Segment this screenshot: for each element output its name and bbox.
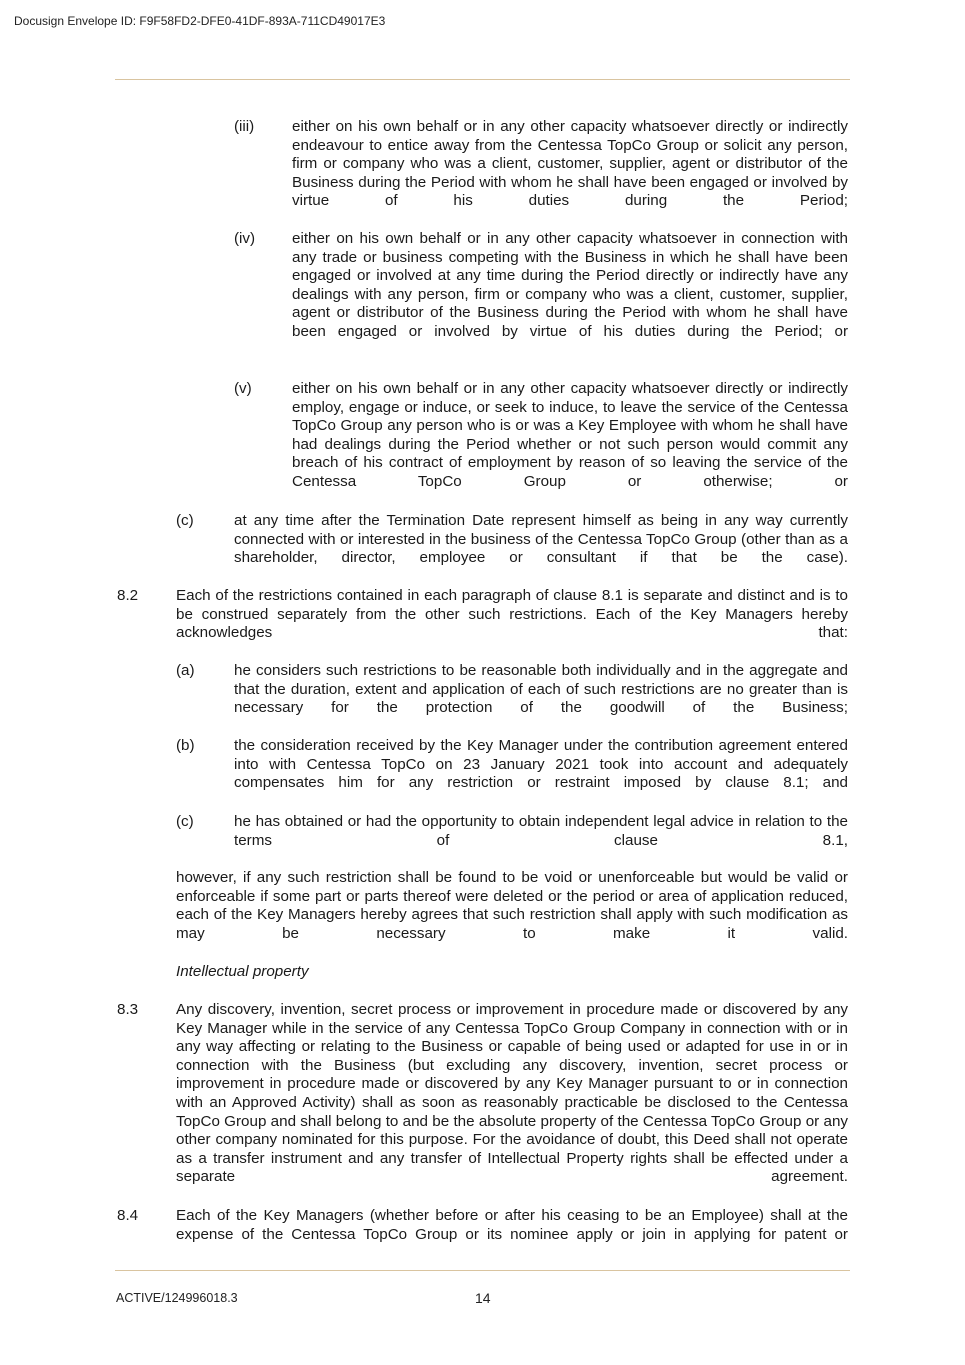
clause-number: 8.4 [117, 1207, 139, 1224]
page-number: 14 [475, 1290, 491, 1306]
clause-number: (c) [176, 512, 194, 529]
clause-text: Each of the restrictions contained in each paragraph of clause 8.1 is separate and distinct and is to be construed separately from the other such restrictions. Each of the Key Managers hereby acknowledges that: [176, 587, 848, 642]
clause-number: 8.2 [117, 587, 139, 604]
clause-8-2-proviso: however, if any such restriction shall be found to be void or unenforceable but would be valid or enforceable if some part or parts thereof were deleted or the period or area of application reduced, each of the Key Managers hereby agrees that such restriction shall apply with such modification as may be necessary to make it valid. [176, 869, 848, 942]
clause-number: 8.3 [117, 1001, 139, 1018]
clause-number: (b) [176, 737, 195, 754]
clause-number: (v) [234, 380, 252, 397]
clause-number: (a) [176, 662, 195, 679]
clause-number: (iv) [234, 230, 256, 247]
clause-text: either on his own behalf or in any other capacity whatsoever in connection with any trade or business competing with the Business in which he shall have been engaged or involved at any time during the Period directly or indirectly have any dealings with any person, firm or company who was a client, customer, supplier, agent or distributor of the Business during the Period with whom he shall have been engaged or involved by virtue of his duties during the Period; or [292, 230, 848, 340]
envelope-id: Docusign Envelope ID: F9F58FD2-DFE0-41DF-893A-711CD49017E3 [14, 14, 386, 28]
document-reference: ACTIVE/124996018.3 [116, 1291, 238, 1305]
clause-text: either on his own behalf or in any other capacity whatsoever directly or indirectly employ, engage or induce, or seek to induce, to leave the service of the Centessa TopCo Group any person who is or was a Key Employee with whom he shall have had dealings during the Period whether or not such person would commit any breach of his contract of employment by reason of so leaving the service of the Centessa TopCo Group or otherwise; or [292, 380, 848, 490]
clause-number: (iii) [234, 118, 255, 135]
header-rule [115, 79, 850, 80]
clause-text: Any discovery, invention, secret process or improvement in procedure made or discovered by any Key Manager while in the service of any Centessa TopCo Group Company in connection with or in any way affecting or relating to the Business or capable of being used or adapted for use in or in connection with the Business (but excluding any discovery, invention, secret process or improvement in procedure made or discovered by any Key Manager pursuant to or in connection with an Approved Activity) shall as soon as reasonably practicable be disclosed to the Centessa TopCo Group and shall belong to and be the absolute property of the Centessa TopCo Group or any other company nominated for this purpose. For the avoidance of doubt, this Deed shall not operate as a transfer instrument and any transfer of Intellectual Property rights shall be effected under a separate agreement. [176, 1001, 848, 1186]
clause-text: he considers such restrictions to be reasonable both individually and in the aggregate and that the duration, extent and application of each of such restrictions are no greater than is necessary for the protection of the goodwill of the Business; [234, 662, 848, 717]
clause-text: the consideration received by the Key Manager under the contribution agreement entered into with Centessa TopCo on 23 January 2021 took into account and adequately compensates him for any restriction or restraint imposed by clause 8.1; and [234, 737, 848, 792]
clause-text: Each of the Key Managers (whether before or after his ceasing to be an Employee) shall at the expense of the Centessa TopCo Group or its nominee apply or join in applying for patent or [176, 1207, 848, 1243]
section-heading-intellectual-property: Intellectual property [176, 963, 309, 980]
clause-text: either on his own behalf or in any other capacity whatsoever directly or indirectly endeavour to entice away from the Centessa TopCo Group or solicit any person, firm or company who was a client, customer, supplier, agent or distributor of the Business during the Period with whom he shall have been engaged or involved by virtue of his duties during the Period; [292, 118, 848, 210]
footer-rule [115, 1270, 850, 1271]
clause-text: at any time after the Termination Date represent himself as being in any way currently connected with or interested in the business of the Centessa TopCo Group (other than as a shareholder, director, employee or consultant if that be the case). [234, 512, 848, 567]
clause-text: he has obtained or had the opportunity to obtain independent legal advice in relation to the terms of clause 8.1, [234, 813, 848, 849]
clause-number: (c) [176, 813, 194, 830]
